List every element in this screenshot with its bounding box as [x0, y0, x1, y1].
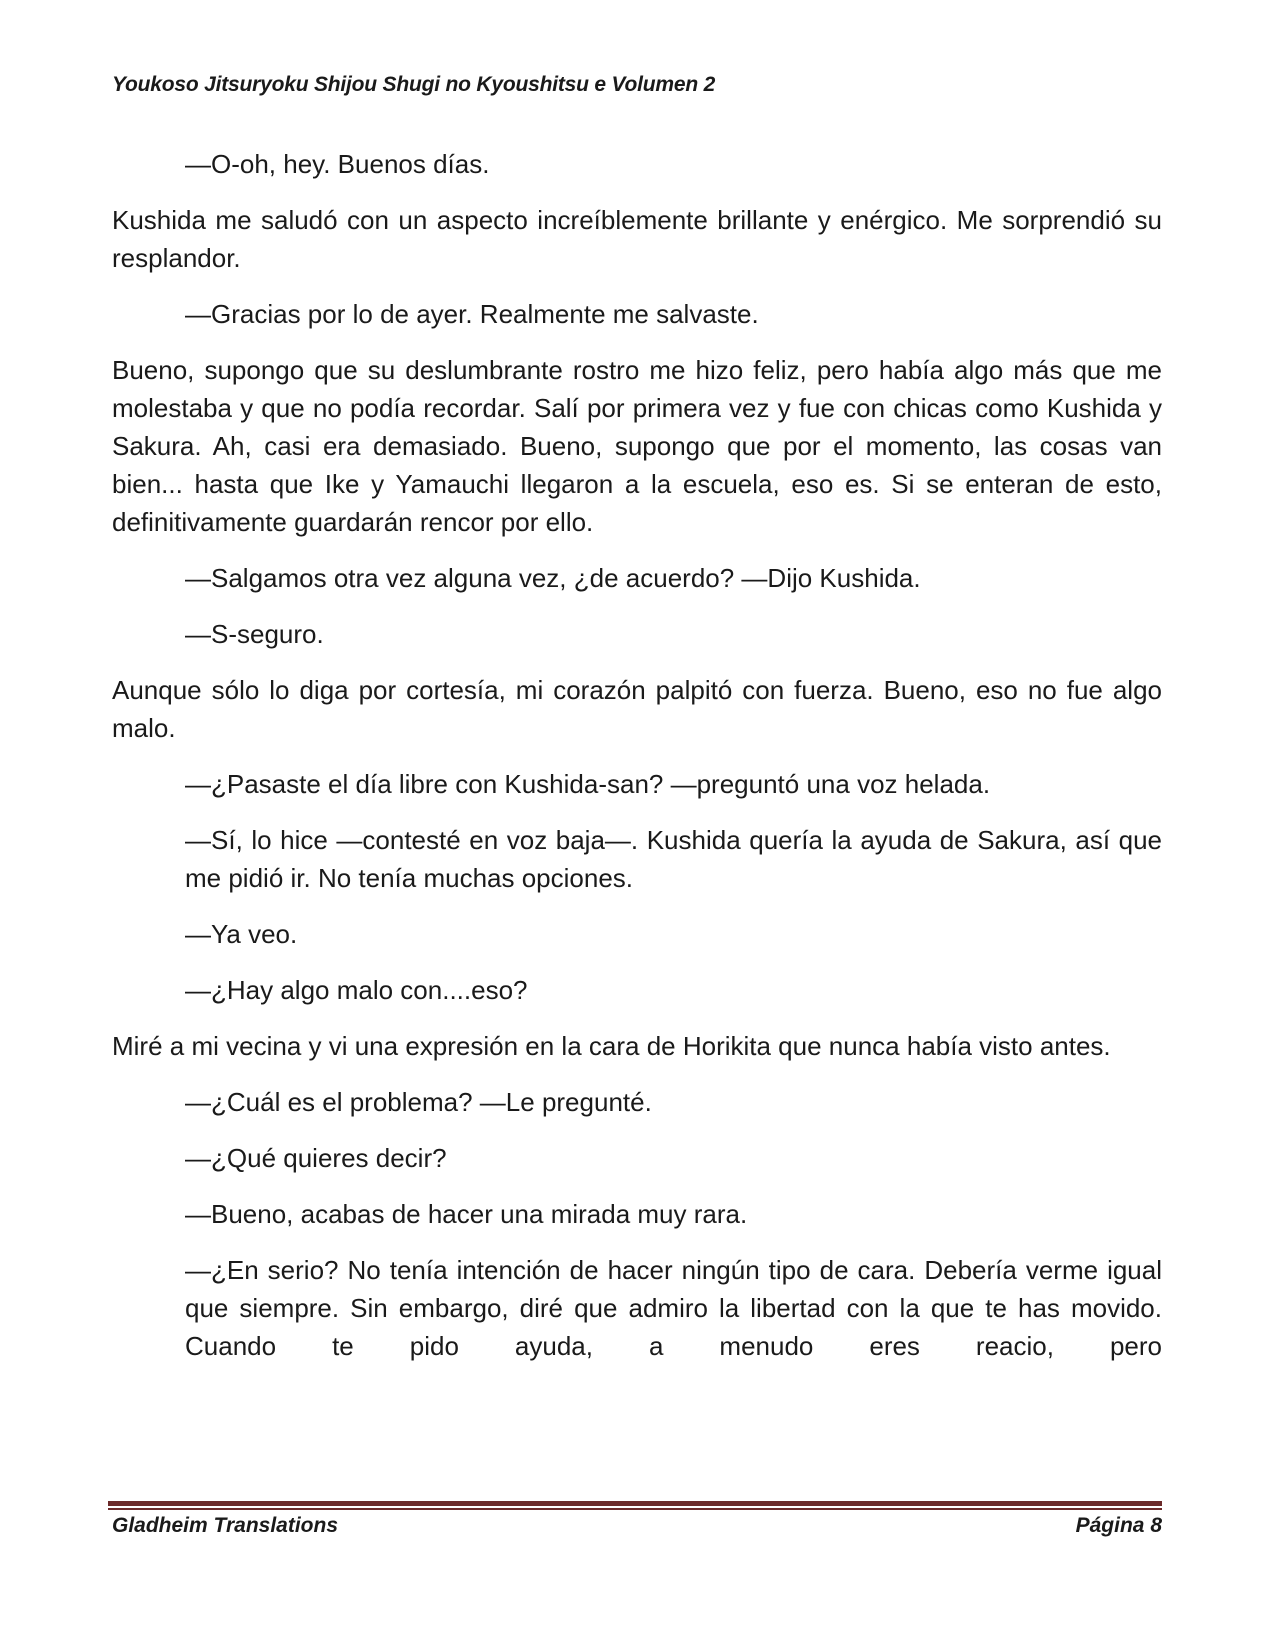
- paragraph-dialogue: —Salgamos otra vez alguna vez, ¿de acuerdo? —Dijo Kushida.: [185, 563, 921, 593]
- paragraph-dialogue: —¿Pasaste el día libre con Kushida-san? —preguntó una voz helada.: [185, 769, 991, 799]
- paragraph-narration: Aunque sólo lo diga por cortesía, mi corazón palpitó con fuerza. Bueno, eso no fue algo malo.: [112, 675, 1162, 743]
- paragraph-dialogue: —¿Cuál es el problema? —Le pregunté.: [185, 1087, 652, 1117]
- paragraph-narration: Miré a mi vecina y vi una expresión en la cara de Horikita que nunca había visto antes.: [112, 1031, 1111, 1061]
- paragraph-dialogue: —S-seguro.: [185, 619, 324, 649]
- paragraph-narration: Kushida me saludó con un aspecto increíblemente brillante y enérgico. Me sorprendió su resplandor.: [112, 205, 1162, 273]
- paragraph-dialogue: —Sí, lo hice —contesté en voz baja—. Kushida quería la ayuda de Sakura, así que me pidió ir. No tenía muchas opciones.: [185, 825, 1162, 893]
- paragraph-dialogue: —¿Hay algo malo con....eso?: [185, 975, 528, 1005]
- footer-page-number: Página 8: [1075, 1514, 1162, 1537]
- paragraph-narration: Bueno, supongo que su deslumbrante rostro me hizo feliz, pero había algo más que me molestaba y que no podía recordar. Salí por primera vez y fue con chicas como Kushida y Sakura. Ah, casi era demasiado. Bueno, supongo que por el momento, las cosas van bien... hasta que Ike y Yamauchi llegaron a la escuela, eso es. Si se enteran de esto, definitivamente guardarán rencor por ello.: [112, 355, 1162, 537]
- paragraph-dialogue: —Bueno, acabas de hacer una mirada muy rara.: [185, 1199, 748, 1229]
- footer-publisher: Gladheim Translations: [112, 1514, 339, 1537]
- paragraph-dialogue-continued: —¿En serio? No tenía intención de hacer ningún tipo de cara. Debería verme igual que siempre. Sin embargo, diré que admiro la libertad con la que te has movido. Cuando te pido ayuda, a menudo eres reacio, pero: [185, 1255, 1162, 1361]
- paragraph-dialogue: —¿Qué quieres decir?: [185, 1143, 447, 1173]
- paragraph-dialogue: —Ya veo.: [185, 919, 298, 949]
- running-header: Youkoso Jitsuryoku Shijou Shugi no Kyoushitsu e Volumen 2: [112, 73, 716, 96]
- body-text: [112, 145, 1162, 1383]
- paragraph-dialogue: —O-oh, hey. Buenos días.: [185, 149, 490, 179]
- paragraph-dialogue: —Gracias por lo de ayer. Realmente me salvaste.: [185, 299, 759, 329]
- footer-divider-thin-line: [108, 1508, 1162, 1510]
- footer-divider-thick-line: [108, 1501, 1162, 1506]
- footer-divider: [108, 1501, 1162, 1510]
